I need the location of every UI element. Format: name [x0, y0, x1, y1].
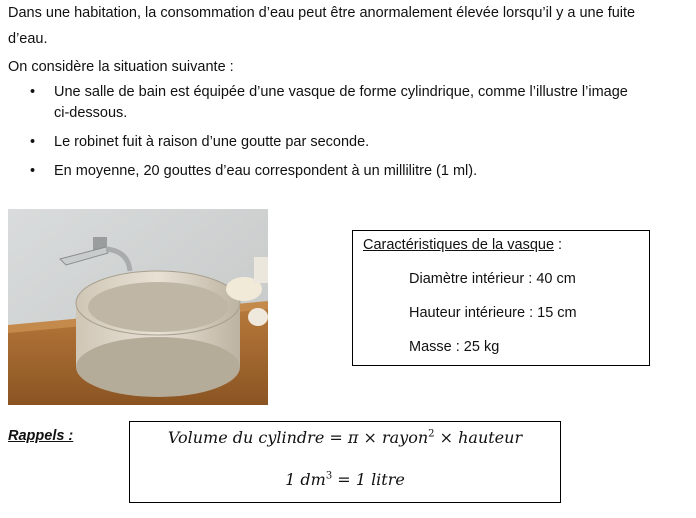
- sink-photo: [8, 209, 268, 405]
- list-item-text-cont: ci-dessous.: [54, 105, 128, 121]
- list-item: [30, 161, 628, 182]
- cylinder-volume-formula: [130, 428, 560, 447]
- bullet-icon: •: [30, 163, 36, 179]
- list-item-text: En moyenne, 20 gouttes d’eau correspondent à un millilitre (1 ml).: [54, 163, 478, 179]
- characteristics-title: Caractéristiques de la vasque: [363, 237, 555, 253]
- height-value: Hauteur intérieure : 15 cm: [409, 305, 577, 321]
- characteristics-colon: :: [554, 237, 563, 253]
- formula1-left: Volume du cylindre: [167, 428, 325, 447]
- mass-value: Masse : 25 kg: [409, 339, 500, 355]
- list-item-text: Une salle de bain est équipée d’une vasque de forme cylindrique, comme l’illustre l’image: [54, 84, 628, 100]
- intro-line-2: d’eau.: [8, 31, 48, 47]
- bullet-icon: •: [30, 134, 36, 150]
- situation-list: [30, 82, 628, 190]
- intro-line-3: On considère la situation suivante :: [8, 59, 234, 75]
- formula-box: [129, 421, 561, 503]
- characteristics-title-row: [363, 235, 562, 255]
- volume-conversion-formula: [130, 470, 560, 489]
- characteristics-box: [352, 230, 650, 366]
- formula1-right: × hauteur: [434, 428, 523, 447]
- rappels-label: Rappels :: [8, 428, 74, 444]
- formula2-right: = 1 litre: [332, 470, 405, 489]
- bullet-icon: •: [30, 84, 36, 100]
- intro-line-1: Dans une habitation, la consommation d’eau peut être anormalement élevée lorsqu’il y a une fuite: [8, 5, 636, 21]
- formula1-eq: = π × rayon: [324, 428, 429, 447]
- list-item: [30, 82, 628, 124]
- formula2-exponent: 3: [325, 470, 333, 482]
- list-item-text: Le robinet fuit à raison d’une goutte par seconde.: [54, 134, 370, 150]
- formula1-exponent: 2: [428, 428, 435, 440]
- formula2-left: 1 dm: [285, 470, 326, 489]
- diameter-value: Diamètre intérieur : 40 cm: [409, 271, 576, 287]
- list-item: [30, 132, 628, 153]
- cylindrical-sink-image: [8, 209, 268, 405]
